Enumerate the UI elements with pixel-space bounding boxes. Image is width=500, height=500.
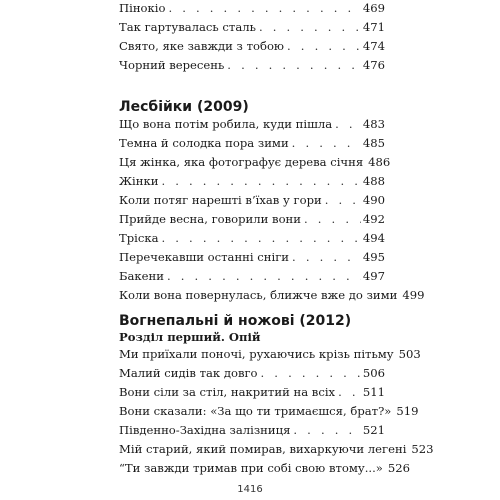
toc-entry-title: Тріска: [119, 231, 159, 245]
toc-entry: [119, 229, 385, 248]
toc-entry: [119, 115, 385, 134]
section-title: Лесбійки (2009): [119, 99, 249, 115]
toc-entry: [119, 0, 385, 18]
dot-leader: [261, 364, 361, 383]
toc-entry-page: 483: [362, 117, 385, 131]
toc-entry-page: 506: [362, 366, 385, 380]
toc-entry-page: 499: [402, 288, 425, 302]
toc-entry: [119, 364, 385, 383]
toc-entry: [119, 56, 385, 75]
toc-entry-title: Перечекавши останні сніги: [119, 250, 290, 264]
page-number: 1416: [237, 484, 263, 495]
toc-entry-title: Вони сказали: «За що ти тримаєшся, брат?»: [119, 404, 392, 418]
toc-entry-title: Ми приїхали поночі, рухаючись крізь пітьму: [119, 347, 394, 361]
toc-entry-title: Прийде весна, говорили вони: [119, 212, 302, 226]
toc-entry-page: 495: [362, 250, 385, 264]
toc-entry-title: “Ти завжди тримав при собі свою втому...»: [119, 461, 383, 475]
toc-entry-page: 511: [362, 385, 385, 399]
toc-entry: [119, 18, 385, 37]
dot-leader: [293, 421, 360, 440]
toc-entry: [119, 134, 385, 153]
toc-entry-title: Мій старий, який помирав, вихаркуючи легені: [119, 442, 407, 456]
dot-leader: [292, 134, 361, 153]
toc-entry: [119, 440, 434, 459]
toc-entry-page: 521: [362, 423, 385, 437]
dot-leader: [162, 229, 361, 248]
toc-entry: [119, 286, 425, 305]
dot-leader: [287, 37, 361, 56]
toc-entry-title: Чорний вересень: [119, 58, 225, 72]
subsection-title: Розділ перший. Опій: [119, 330, 261, 344]
toc-entry-title: Вони сіли за стіл, накритий на всіх: [119, 385, 336, 399]
toc-entry-title: Південно-Західна залізниця: [119, 423, 291, 437]
toc-entry: [119, 37, 385, 56]
dot-leader: [304, 210, 361, 229]
dot-leader: [325, 191, 361, 210]
toc-entry-page: 492: [362, 212, 385, 226]
toc-entry-page: 526: [387, 461, 410, 475]
toc-entry-title: Пінокіо: [119, 1, 166, 15]
dot-leader: [259, 18, 361, 37]
toc-entry-title: Бакени: [119, 269, 164, 283]
toc-entry-page: 474: [362, 39, 385, 53]
toc-entry: [119, 421, 385, 440]
toc-entry-page: 488: [362, 174, 385, 188]
toc-entry-title: Темна й солодка пора зими: [119, 136, 289, 150]
dot-leader: [338, 383, 361, 402]
toc-entry-title: Ця жінка, яка фотографує дерева січня: [119, 155, 364, 169]
section-title: Вогнепальні й ножові (2012): [119, 313, 352, 329]
dot-leader: [168, 0, 360, 18]
toc-entry-title: Малий сидів так довго: [119, 366, 258, 380]
toc-entry-page: 486: [368, 155, 391, 169]
toc-entry-page: 490: [362, 193, 385, 207]
toc-entry-page: 519: [396, 404, 419, 418]
toc-entry: [119, 248, 385, 267]
toc-entry: [119, 172, 385, 191]
dot-leader: [227, 56, 361, 75]
toc-entry: [119, 383, 385, 402]
toc-entry-page: 503: [398, 347, 421, 361]
toc-entry-page: 523: [411, 442, 434, 456]
toc-entry-page: 494: [362, 231, 385, 245]
toc-entry: [119, 210, 385, 229]
dot-leader: [292, 248, 361, 267]
toc-entry-page: 469: [362, 1, 385, 15]
toc-entry-title: Свято, яке завжди з тобою: [119, 39, 285, 53]
toc-entry: [119, 402, 419, 421]
dot-leader: [335, 115, 361, 134]
toc-entry-page: 485: [362, 136, 385, 150]
toc-entry: [119, 153, 391, 172]
toc-entry-title: Жінки: [119, 174, 159, 188]
toc-entry-page: 476: [362, 58, 385, 72]
toc-entry-title: Коли потяг нарешті в’їхав у гори: [119, 193, 322, 207]
toc-entry-page: 497: [362, 269, 385, 283]
toc-entry-page: 471: [362, 20, 385, 34]
toc-entry: [119, 267, 385, 286]
toc-entry-title: Коли вона повернулась, ближче вже до зими: [119, 288, 398, 302]
toc-entry-title: Що вона потім робила, куди пішла: [119, 117, 333, 131]
toc-entry: [119, 191, 385, 210]
toc-entry: [119, 345, 421, 364]
dot-leader: [161, 172, 360, 191]
toc-entry-title: Так гартувалась сталь: [119, 20, 256, 34]
dot-leader: [167, 267, 361, 286]
toc-entry: [119, 459, 410, 478]
